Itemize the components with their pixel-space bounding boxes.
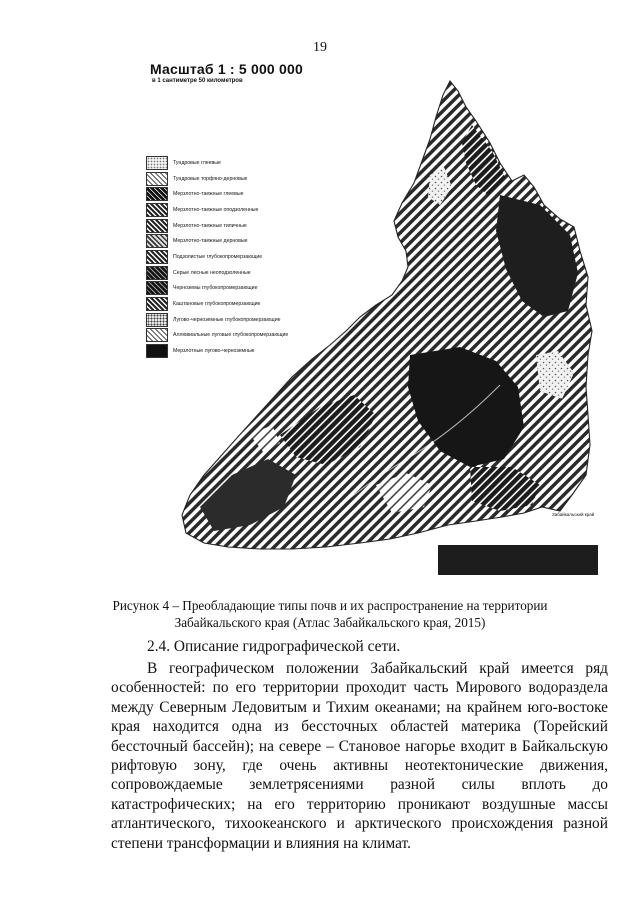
legend-label: Тундровые торфяно-дерновые xyxy=(173,175,248,182)
legend-label: Лугово-черноземные глубокопромерзающие xyxy=(173,316,281,323)
legend-swatch xyxy=(146,313,168,327)
legend-item xyxy=(146,265,316,281)
legend-swatch xyxy=(146,344,168,358)
body-paragraph xyxy=(111,659,608,853)
legend-swatch xyxy=(146,234,168,248)
legend-item xyxy=(146,328,316,344)
legend-item xyxy=(146,218,316,234)
body-paragraph-text: В географическом положении Забайкальский край имеется ряд особенностей: по его территории проходит часть Мирового водораздела между Северным Ледовитым и Тихим океанами; на крайнем юго-востоке края находится одна из бессточных областей материка (Торейский бессточный бассейн); на севере – Становое нагорье входит в Байкальскую рифтовую зону, где очень активны неотектонические движения, сопровождаемые землетрясениями разной силы вплоть до катастрофических; на его территорию проникают воздушные массы атлантического, тихоокеанского и арктического происхождения разной степени трансформации и влияния на климат. xyxy=(111,660,608,852)
legend-item xyxy=(146,186,316,202)
legend-swatch xyxy=(146,187,168,201)
caption-line-1: Рисунок 4 – Преобладающие типы почв и их распространение на территории xyxy=(112,598,548,613)
legend-item xyxy=(146,296,316,312)
legend-item xyxy=(146,202,316,218)
scale-bar xyxy=(438,545,598,575)
legend-swatch xyxy=(146,219,168,233)
page-number: 19 xyxy=(313,40,327,55)
map-territory-label: Забайкальский край xyxy=(552,512,595,517)
legend-item xyxy=(146,233,316,249)
scale-subtitle: в 1 сантиметре 50 километров xyxy=(152,78,243,84)
scale-title: Масштаб 1 : 5 000 000 xyxy=(150,61,303,77)
legend-label: Серые лесные неоподзоленные xyxy=(173,269,251,276)
section-title: 2.4. Описание гидрографической сети. xyxy=(147,638,401,655)
legend-swatch xyxy=(146,250,168,264)
legend-item xyxy=(146,343,316,359)
legend-item xyxy=(146,312,316,328)
legend-swatch xyxy=(146,172,168,186)
figure-caption xyxy=(100,597,560,631)
legend-label: Мерзлотно-таежные глеевые xyxy=(173,191,244,198)
legend-swatch xyxy=(146,156,168,170)
soil-map-figure xyxy=(140,55,610,585)
map-legend xyxy=(146,155,316,359)
legend-label: Мерзлотные лугово-черноземные xyxy=(173,348,255,355)
legend-item xyxy=(146,171,316,187)
legend-item xyxy=(146,155,316,171)
legend-label: Мерзлотно-таежные дерновые xyxy=(173,238,248,245)
legend-label: Каштановые глубокопромерзающие xyxy=(173,301,261,308)
legend-swatch xyxy=(146,266,168,280)
legend-label: Черноземы глубокопромерзающие xyxy=(173,285,258,292)
legend-label: Аллювиальные луговые глубокопромерзающие xyxy=(173,332,289,339)
legend-swatch xyxy=(146,297,168,311)
caption-line-2: Забайкальского края (Атлас Забайкальского края, 2015) xyxy=(174,615,486,630)
legend-item xyxy=(146,249,316,265)
legend-label: Подзолистые глубокопромерзающие xyxy=(173,253,263,260)
legend-label: Мерзлотно-таежные типичные xyxy=(173,222,247,229)
legend-item xyxy=(146,281,316,297)
legend-label: Мерзлотно-таежные оподзоленные xyxy=(173,206,259,213)
legend-swatch xyxy=(146,328,168,342)
legend-label: Тундровые глеевые xyxy=(173,159,221,166)
legend-swatch xyxy=(146,203,168,217)
legend-swatch xyxy=(146,281,168,295)
